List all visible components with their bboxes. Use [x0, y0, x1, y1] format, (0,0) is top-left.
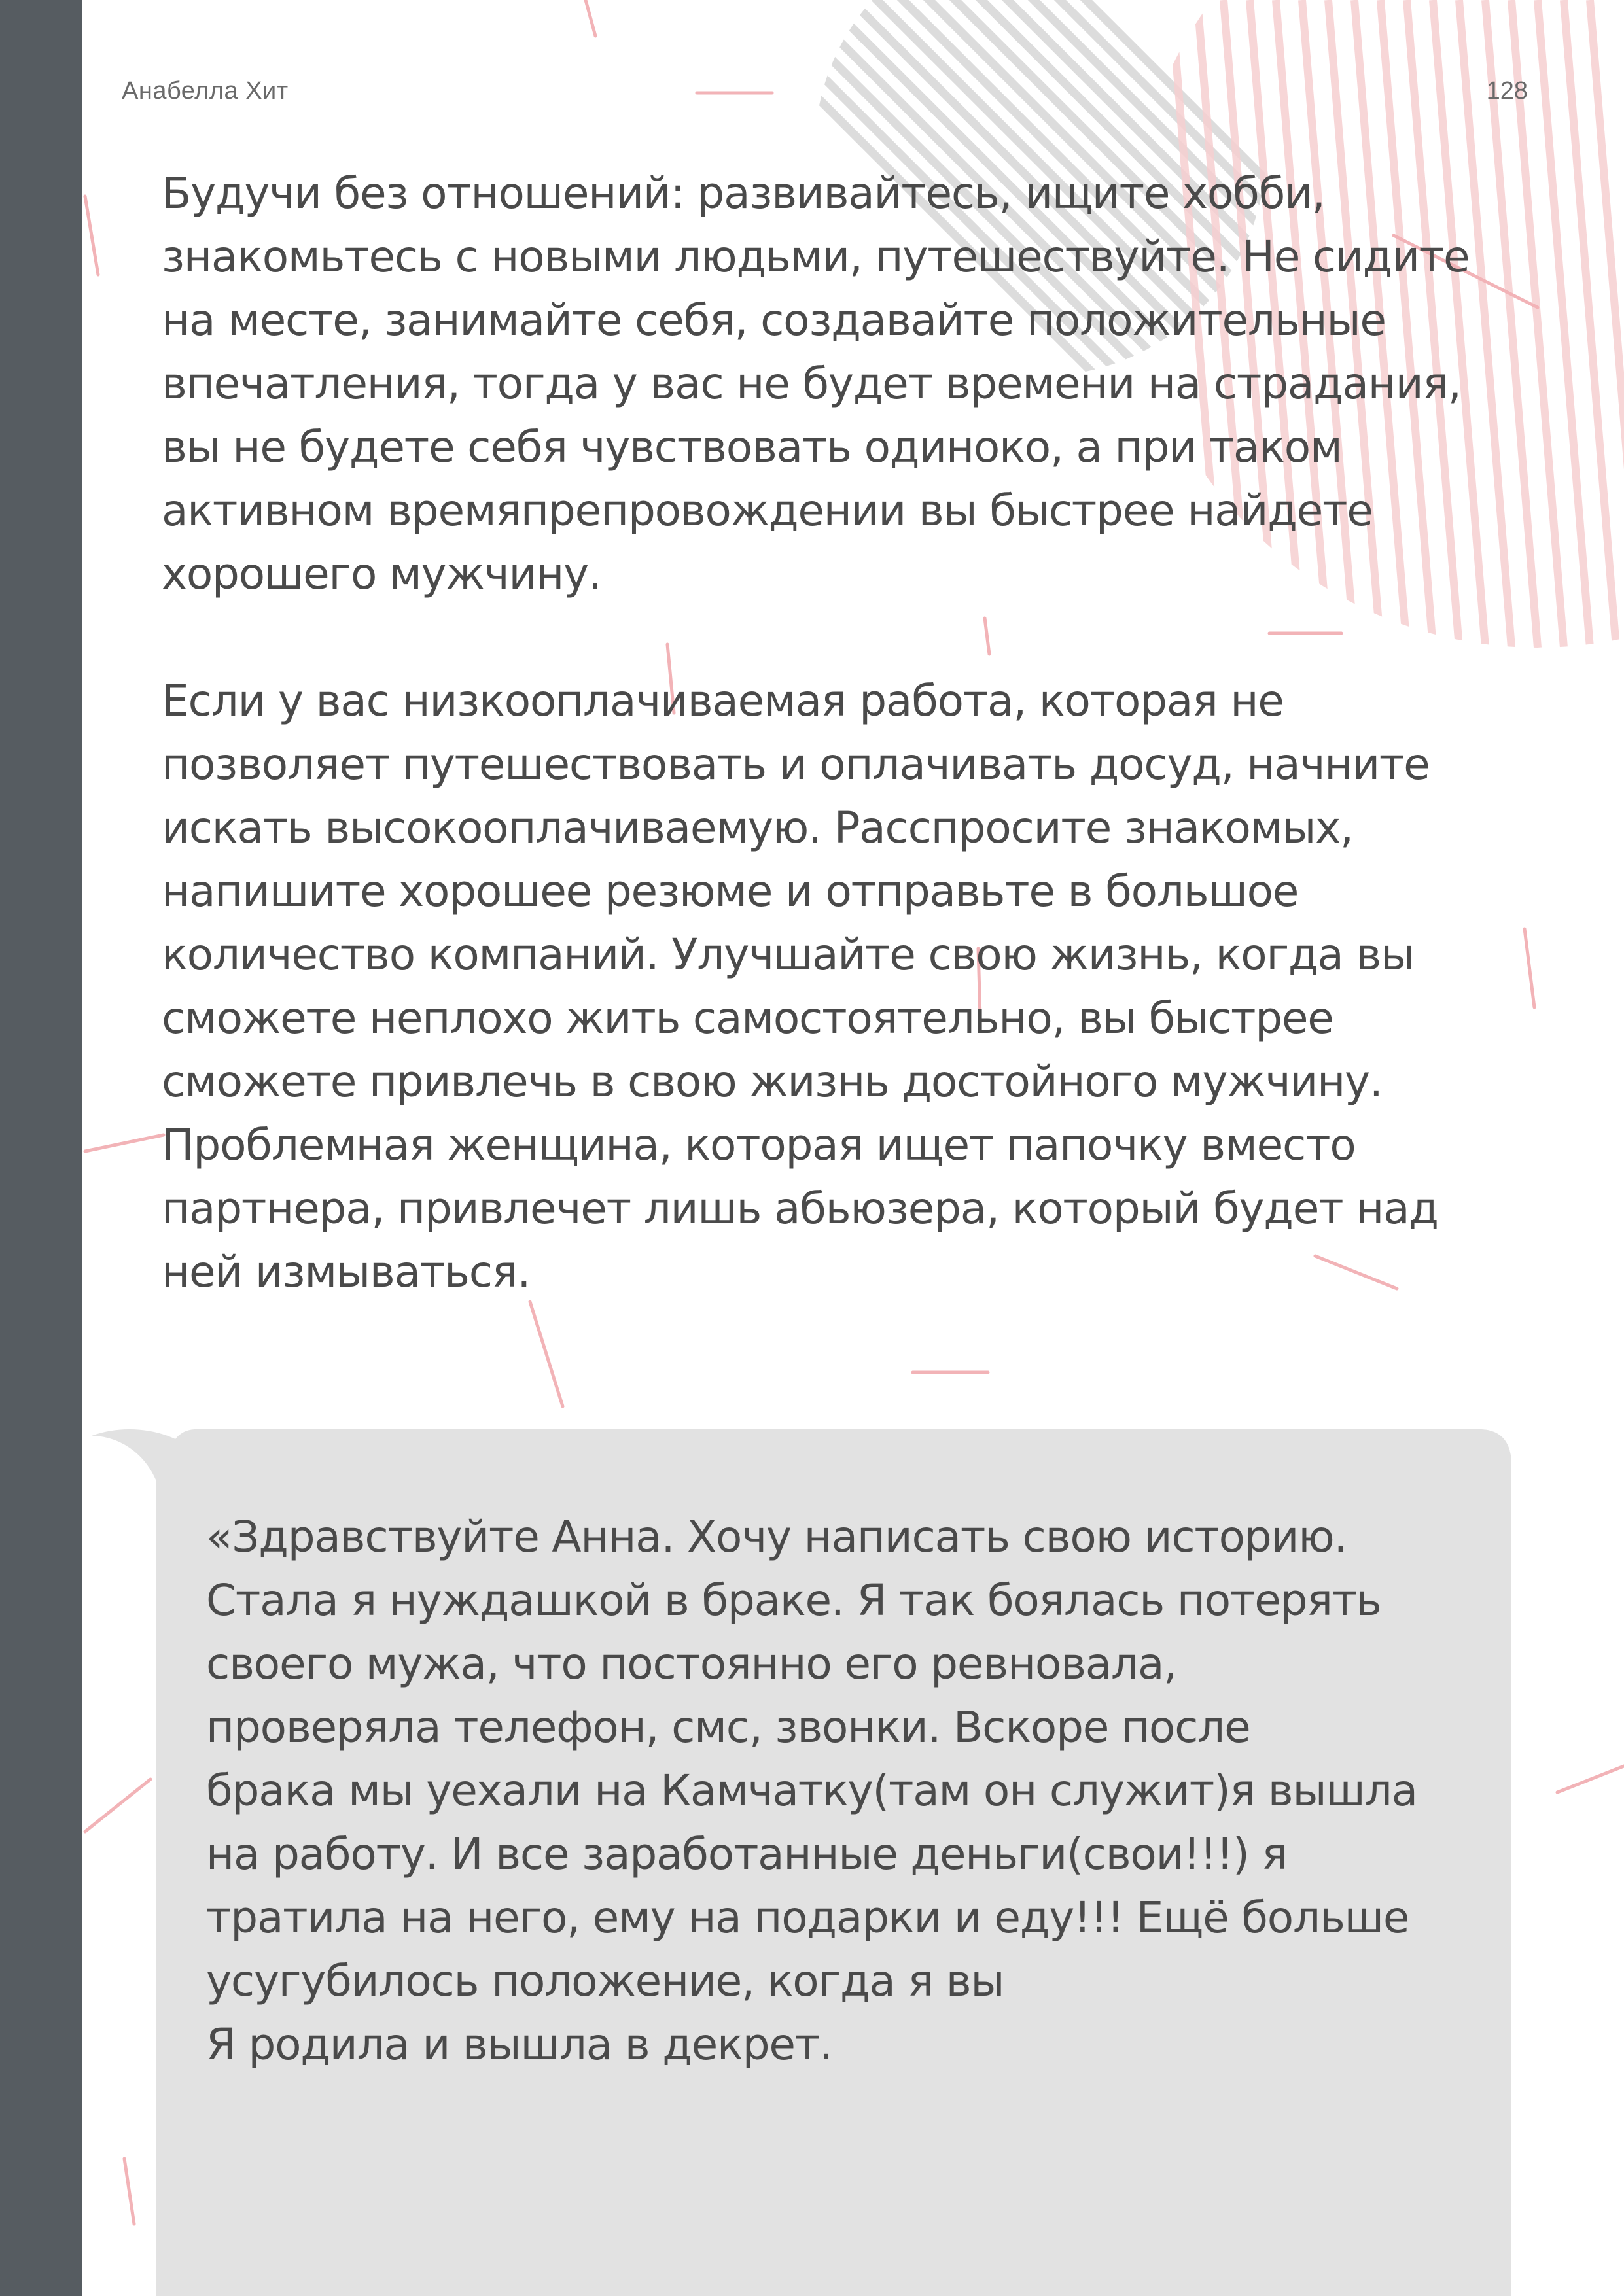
- paragraph-line: искать высокооплачиваемую. Расспросите знакомых,: [162, 803, 1353, 853]
- paragraph-line: позволяет путешествовать и оплачивать досуд, начните: [162, 739, 1430, 790]
- message-line: тратила на него, ему на подарки и еду!!! Ещё больше: [206, 1892, 1409, 1943]
- paragraph-line: сможете неплохо жить самостоятельно, вы быстрее: [162, 993, 1333, 1043]
- message-line: Я родила и вышла в декрет.: [206, 2019, 832, 2070]
- message-line: проверяла телефон, смс, звонки. Вскоре после: [206, 1702, 1250, 1752]
- paragraph-line: ней измываться.: [162, 1247, 531, 1297]
- paragraph-line: Проблемная женщина, которая ищет папочку вместо: [162, 1120, 1356, 1170]
- paragraph-line: Будучи без отношений: развивайтесь, ищите хобби,: [162, 168, 1325, 218]
- message-line: «Здравствуйте Анна. Хочу написать свою историю.: [206, 1512, 1347, 1562]
- paragraph-line: хорошего мужчину.: [162, 549, 601, 599]
- paragraph-line: на месте, занимайте себя, создавайте положительные: [162, 295, 1386, 345]
- message-line: своего мужа, что постоянно его ревновала,: [206, 1639, 1177, 1689]
- author-name: Анабелла Хит: [122, 77, 289, 105]
- paragraph-line: сможете привлечь в свою жизнь достойного мужчину.: [162, 1056, 1383, 1107]
- paragraph-line: активном времяпрепровождении вы быстрее найдете: [162, 485, 1373, 536]
- paragraph-line: впечатления, тогда у вас не будет времени на страдания,: [162, 358, 1461, 409]
- message-line: на работу. И все заработанные деньги(свои!!!) я: [206, 1829, 1287, 1879]
- message-line: Стала я нуждашкой в браке. Я так боялась потерять: [206, 1575, 1381, 1626]
- paragraph-line: Если у вас низкооплачиваемая работа, которая не: [162, 676, 1284, 726]
- message-text: [206, 1505, 1515, 2076]
- paragraph-line: знакомьтесь с новыми людьми, путешествуйте. Не сидите: [162, 232, 1470, 282]
- paragraph-line: вы не будете себя чувствовать одиноко, а при таком: [162, 422, 1342, 472]
- message-line: усугубилось положение, когда я вы: [206, 1956, 1004, 2006]
- message-line: брака мы уехали на Камчатку(там он служит)я вышла: [206, 1765, 1417, 1816]
- paragraph-line: напишите хорошее резюме и отправьте в большое: [162, 866, 1299, 916]
- page-number: 128: [1486, 77, 1528, 105]
- paragraph-line: партнера, привлечет лишь абьюзера, который будет над: [162, 1183, 1438, 1234]
- paragraph-line: количество компаний. Улучшайте свою жизнь, когда вы: [162, 930, 1414, 980]
